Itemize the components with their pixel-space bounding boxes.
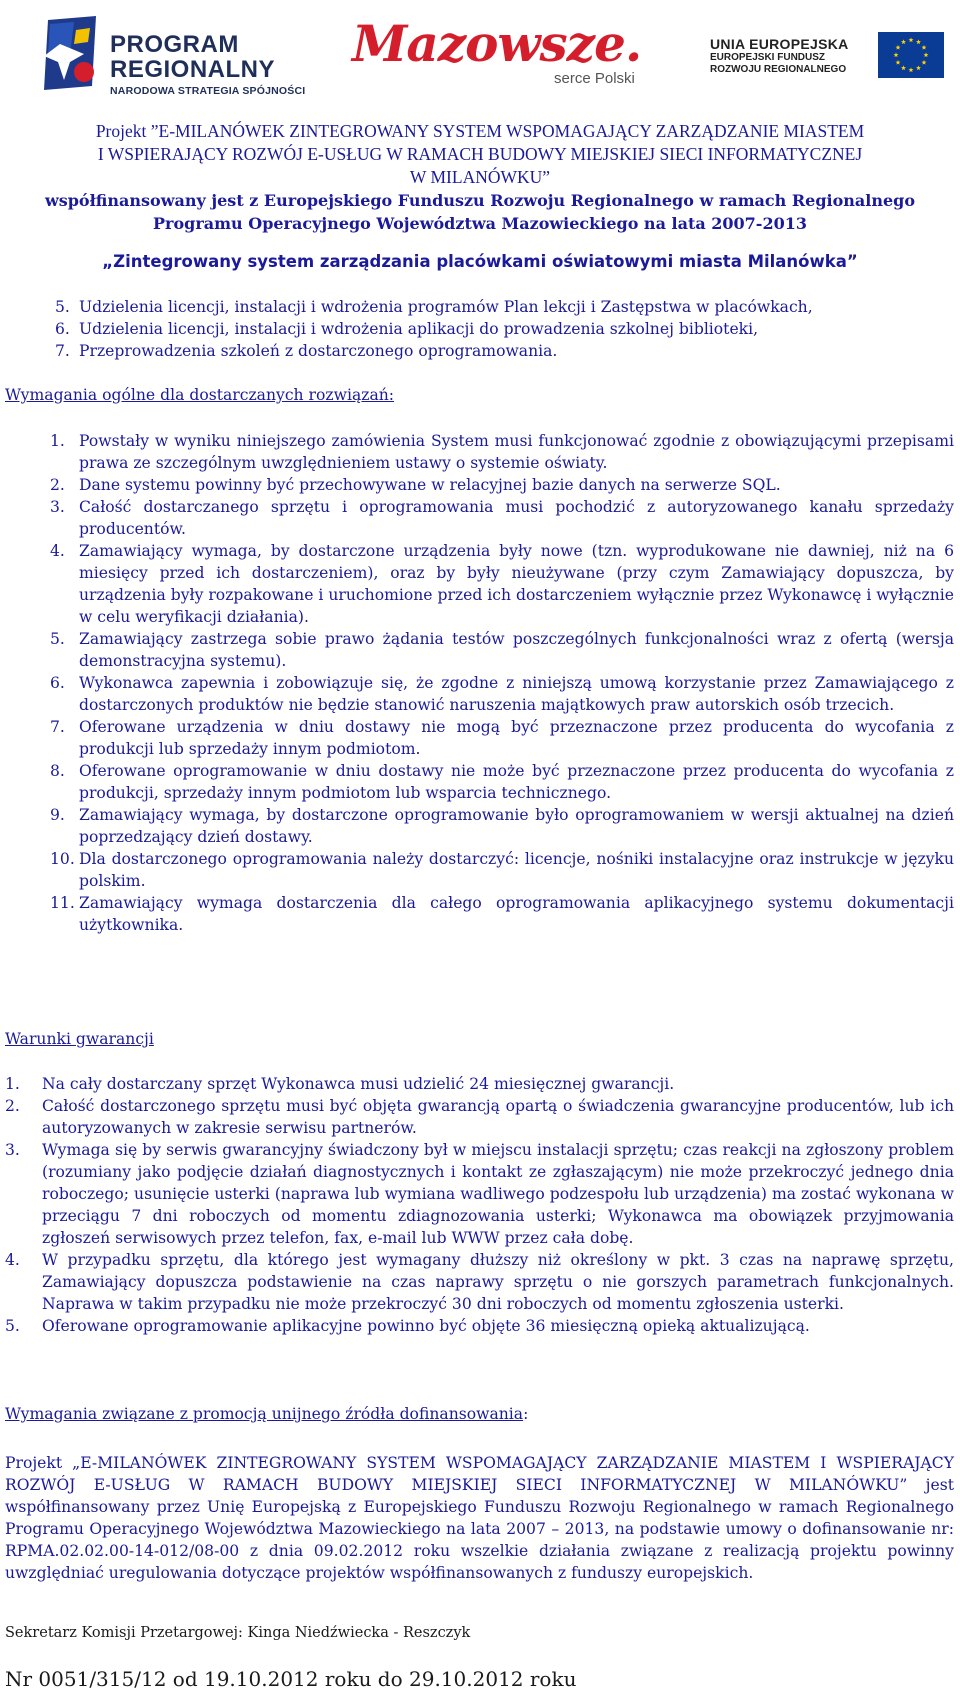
- list-item: [50, 672, 954, 716]
- item-number: 4.: [5, 1251, 20, 1269]
- item-number: 10.: [50, 850, 75, 868]
- item-text: Zamawiający wymaga, by dostarczone urządzenia były nowe (tzn. wyprodukowane nie dawniej, niż na 6 miesięcy przed ich dostarczeniem), oraz by były nieużywane (przy czym Zamawiający dopuszcza, by urządzenia były rozpakowane i uruchomione przed ich dostarczeniem wyłącznie przez Wykonawcę i wyłącznie w celu weryfikacji działania).: [79, 542, 954, 626]
- commission-secretary-signature: Sekretarz Komisji Przetargowej: Kinga Niedźwiecka - Reszczyk: [5, 1625, 471, 1641]
- item-text: Na cały dostarczany sprzęt Wykonawca musi udzielić 24 miesięcznej gwarancji.: [42, 1075, 675, 1093]
- list-item: [50, 892, 954, 936]
- header-line3: W MILANÓWKU”: [409, 167, 551, 187]
- program-line2: REGIONALNY: [110, 56, 276, 83]
- scope-list: [55, 296, 955, 362]
- item-number: 2.: [50, 476, 65, 494]
- item-text: Oferowane oprogramowanie w dniu dostawy nie może być przeznaczone przez producenta do wycofania z produkcji, sprzedaży innym podmiotom lub wsparcia technicznego.: [79, 762, 954, 802]
- project-header: [0, 120, 960, 235]
- item-text: Udzielenia licencji, instalacji i wdrożenia aplikacji do prowadzenia szkolnej biblioteki,: [79, 320, 759, 338]
- promotion-paragraph: Projekt „E-MILANÓWEK ZINTEGROWANY SYSTEM WSPOMAGAJĄCY ZARZĄDZANIE MIASTEM I WSPIERAJĄCY ROZWÓJ E-USŁUG W RAMACH BUDOWY MIEJSKIEJ SIECI INFORMATYCZNEJ W MILANÓWKU” jest współfinansowany przez Unię Europejską z Europejskiego Funduszu Rozwoju Regionalnego w ramach Regionalnego Programu Operacyjnego Województwa Mazowieckiego na lata 2007 – 2013, na podstawie umowy o dofinansowanie nr: RPMA.02.02.00-14-012/08-00 z dnia 09.02.2012 roku wszelkie działania związane z realizacją projektu powinny uwzględniać uregulowania dotyczące projektów współfinansowanych z funduszy europejskich.: [5, 1454, 954, 1582]
- document-number-footer: Nr 0051/315/12 od 19.10.2012 roku do 29.10.2012 roku: [5, 1667, 577, 1691]
- item-text: Oferowane oprogramowanie aplikacyjne powinno być objęte 36 miesięczną opieką aktualizującą.: [42, 1317, 810, 1335]
- document-subject: „Zintegrowany system zarządzania placówkami oświatowymi miasta Milanówka”: [102, 252, 858, 271]
- promotion-heading-colon: :: [523, 1405, 529, 1423]
- list-item: [5, 1139, 954, 1249]
- item-number: 5.: [55, 298, 70, 316]
- list-item: [50, 628, 954, 672]
- item-number: 1.: [5, 1075, 20, 1093]
- list-item: [50, 430, 954, 474]
- item-text: Udzielenia licencji, instalacji i wdrożenia programów Plan lekcji i Zastępstwa w placówkach,: [79, 298, 813, 316]
- promotion-heading: [5, 1405, 528, 1423]
- list-item: [55, 340, 955, 362]
- eu-logo: [706, 32, 946, 92]
- list-item: [50, 474, 954, 496]
- item-text: Zamawiający zastrzega sobie prawo żądania testów poszczególnych funkcjonalności wraz z ofertą (wersja demonstracyjna systemu).: [79, 630, 954, 670]
- item-text: Dla dostarczonego oprogramowania należy dostarczyć: licencje, nośniki instalacyjne oraz instrukcje w języku polskim.: [79, 850, 954, 890]
- header-line4: współfinansowany jest z Europejskiego Funduszu Rozwoju Regionalnego w ramach Regionalnego: [44, 191, 916, 210]
- logo-bar: [0, 10, 960, 97]
- list-item: [55, 318, 955, 340]
- eu-line1: UNIA EUROPEJSKA: [710, 36, 849, 52]
- header-line2: I WSPIERAJĄCY ROZWÓJ E-USŁUG W RAMACH BUDOWY MIEJSKIEJ SIECI INFORMATYCZNEJ: [97, 144, 863, 164]
- promotion-heading-text: Wymagania związane z promocją unijnego źródła dofinansowania: [5, 1405, 524, 1423]
- item-number: 3.: [50, 498, 65, 516]
- item-number: 3.: [5, 1141, 20, 1159]
- item-number: 8.: [50, 762, 65, 780]
- item-text: Wykonawca zapewnia i zobowiązuje się, że zgodne z niniejszą umową korzystanie przez Zamawiającego z dostarczonych produktów nie będzie stanowić naruszenia majątkowych praw autorskich osób trzecich.: [79, 674, 954, 714]
- list-item: [5, 1315, 954, 1337]
- header-line5: Programu Operacyjnego Województwa Mazowieckiego na lata 2007-2013: [153, 214, 807, 233]
- mazowsze-logo: [352, 12, 652, 96]
- program-regionalny-text: [110, 32, 305, 97]
- list-item: [55, 296, 955, 318]
- item-text: Powstały w wyniku niniejszego zamówienia System musi funkcjonować zgodnie z obowiązującymi przepisami prawa ze szczególnym uwzględnieniem ustawy o systemie oświaty.: [79, 432, 954, 472]
- list-item: [5, 1249, 954, 1315]
- warranty-list: [5, 1073, 954, 1337]
- list-item: [50, 716, 954, 760]
- item-number: 6.: [55, 320, 70, 338]
- list-item: [5, 1073, 954, 1095]
- general-requirements-heading: Wymagania ogólne dla dostarczanych rozwiązań:: [5, 386, 395, 404]
- list-item: [50, 848, 954, 892]
- general-requirements-list: [50, 430, 954, 936]
- list-item: [50, 804, 954, 848]
- warranty-heading: Warunki gwarancji: [5, 1030, 154, 1048]
- eu-text: [710, 36, 849, 76]
- item-text: W przypadku sprzętu, dla którego jest wymagany dłuższy niż określony w pkt. 3 czas na naprawę sprzętu, Zamawiający dopuszcza podstawienie na czas naprawy sprzętu o nie gorszych parametrach funkcjonalnych. Naprawa w takim przypadku nie może przekroczyć 30 dni roboczych od momentu zgłoszenia usterki.: [42, 1251, 954, 1313]
- item-number: 6.: [50, 674, 65, 692]
- program-regionalny-mark-icon: [40, 14, 102, 92]
- item-number: 4.: [50, 542, 65, 560]
- item-number: 1.: [50, 432, 65, 450]
- list-item: [50, 760, 954, 804]
- eu-flag-icon: [878, 32, 944, 78]
- item-number: 5.: [5, 1317, 20, 1335]
- item-text: Całość dostarczonego sprzętu musi być objęta gwarancją opartą o świadczenia gwarancyjne producentów, lub ich autoryzowanych w zakresie serwisu partnerów.: [42, 1097, 954, 1137]
- list-item: [50, 540, 954, 628]
- mazowsze-subtitle: serce Polski: [554, 70, 635, 87]
- program-line3: NARODOWA STRATEGIA SPÓJNOŚCI: [110, 85, 306, 97]
- program-line1: PROGRAM: [110, 31, 239, 58]
- mazowsze-wordmark: Mazowsze.: [352, 14, 642, 73]
- item-number: 7.: [55, 342, 70, 360]
- item-text: Zamawiający wymaga, by dostarczone oprogramowanie było oprogramowaniem w wersji aktualnej na dzień poprzedzający dzień dostawy.: [79, 806, 954, 846]
- list-item: [50, 496, 954, 540]
- item-number: 9.: [50, 806, 65, 824]
- item-text: Całość dostarczanego sprzętu i oprogramowania musi pochodzić z autoryzowanego kanału sprzedaży producentów.: [79, 498, 954, 538]
- item-number: 5.: [50, 630, 65, 648]
- item-number: 7.: [50, 718, 65, 736]
- item-number: 11.: [50, 894, 75, 912]
- item-text: Wymaga się by serwis gwarancyjny świadczony był w miejscu instalacji sprzętu; czas reakcji na zgłoszony problem (rozumiany jako podjęcie działań diagnostycznych i kontakt ze zgłaszającym) nie może przekroczyć jednego dnia roboczego; usunięcie usterki (naprawa lub wymiana wadliwego podzespołu lub urządzenia) ma zostać wykonana w przeciągu 7 dni roboczych od momentu zdiagnozowania usterki; Wykonawca ma obowiązek przyjmowania zgłoszeń serwisowych przez telefon, fax, e-mail lub WWW przez cała dobę.: [42, 1141, 954, 1247]
- program-regionalny-logo: [40, 14, 320, 97]
- item-text: Oferowane urządzenia w dniu dostawy nie mogą być przeznaczone przez producenta do wycofania z produkcji lub sprzedaży innym podmiotom.: [79, 718, 954, 758]
- item-text: Zamawiający wymaga dostarczenia dla całego oprogramowania aplikacyjnego systemu dokumentacji użytkownika.: [79, 894, 954, 934]
- eu-line3: ROZWOJU REGIONALNEGO: [710, 64, 847, 75]
- list-item: [5, 1095, 954, 1139]
- eu-line2: EUROPEJSKI FUNDUSZ: [710, 52, 826, 63]
- item-text: Dane systemu powinny być przechowywane w relacyjnej bazie danych na serwerze SQL.: [79, 476, 781, 494]
- item-number: 2.: [5, 1097, 20, 1115]
- item-text: Przeprowadzenia szkoleń z dostarczonego oprogramowania.: [79, 342, 558, 360]
- header-line1: Projekt ”E-MILANÓWEK ZINTEGROWANY SYSTEM WSPOMAGAJĄCY ZARZĄDZANIE MIASTEM: [95, 121, 865, 141]
